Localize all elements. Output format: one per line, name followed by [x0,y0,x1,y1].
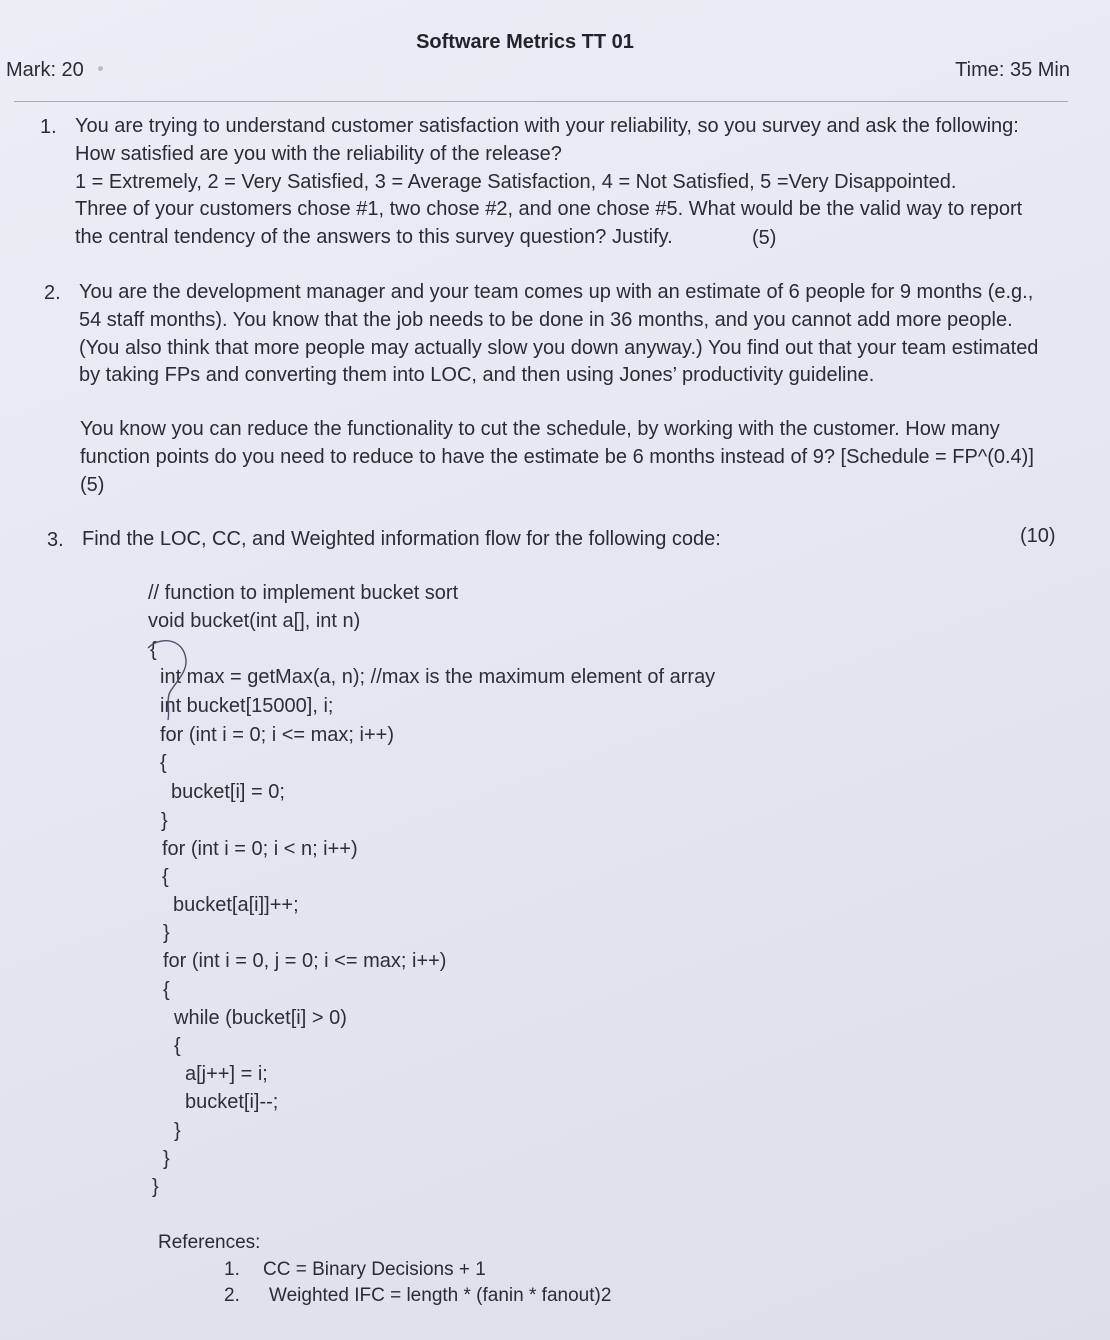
code-line: { [150,639,157,661]
question-1-line: You are trying to understand customer satisfaction with your reliability, so you survey and ask the following: [75,115,1019,137]
code-line: { [174,1035,181,1057]
code-line: } [174,1120,181,1142]
question-1-number: 1. [40,116,57,138]
header-divider [14,101,1068,102]
code-line: void bucket(int a[], int n) [148,610,361,632]
code-line: { [162,866,169,888]
question-1-marks: (5) [752,227,777,249]
question-2-number: 2. [44,282,61,304]
question-3-number: 3. [47,529,64,551]
bullet-dot [98,66,103,71]
question-2-line: (You also think that more people may actually slow you down anyway.) You find out that your team estimated [79,336,1039,359]
question-2-text [79,279,1038,390]
page-title: Software Metrics TT 01 [416,31,634,53]
code-line: { [163,979,170,1001]
code-line: bucket[a[i]]++; [173,894,299,916]
question-1-line: How satisfied are you with the reliability of the release? [75,142,562,165]
code-line: for (int i = 0, j = 0; i <= max; i++) [163,950,447,972]
code-line: } [163,1148,170,1170]
time-limit: Time: 35 Min [955,59,1070,81]
question-2-line: You are the development manager and your team comes up with an estimate of 6 people for 9 months (e.g., [79,281,1034,303]
code-line: } [163,922,170,944]
code-line: // function to implement bucket sort [148,582,459,604]
reference-number: 2. [224,1285,240,1306]
code-line: int max = getMax(a, n); //max is the maximum element of array [160,666,716,688]
code-line: bucket[i]--; [185,1091,279,1113]
code-line: bucket[i] = 0; [171,781,285,803]
code-line: while (bucket[i] > 0) [174,1007,347,1029]
question-1-line: the central tendency of the answers to this survey question? Justify. [75,226,673,249]
code-line: for (int i = 0; i < n; i++) [162,838,358,860]
question-1-line: 1 = Extremely, 2 = Very Satisfied, 3 = Average Satisfaction, 4 = Not Satisfied, 5 =Very Disappointed. [75,170,957,193]
question-2-line: You know you can reduce the functionality to cut the schedule, by working with the customer. How many [80,418,1000,440]
code-line: for (int i = 0; i <= max; i++) [160,724,394,746]
question-2-marks: (5) [80,473,105,496]
code-line: } [152,1176,159,1198]
reference-number: 1. [224,1259,240,1280]
question-2-line: function points do you need to reduce to have the estimate be 6 months instead of 9? [Schedule = FP^(0.4)] [80,445,1034,468]
question-3-text: Find the LOC, CC, and Weighted information flow for the following code: [82,528,721,550]
code-line: { [160,752,167,774]
question-2-line: 54 staff months). You know that the job needs to be done in 36 months, and you cannot add more people. [79,308,1013,331]
reference-text: Weighted IFC = length * (fanin * fanout)2 [269,1285,612,1306]
code-line: } [161,810,168,832]
code-line: a[j++] = i; [185,1063,268,1085]
question-1-text [75,113,1022,252]
question-1-line: Three of your customers chose #1, two chose #2, and one chose #5. What would be the valid way to report [75,198,1023,221]
code-line: int bucket[15000], i; [160,695,334,717]
references-title: References: [158,1232,261,1253]
total-marks: Mark: 20 [6,59,84,81]
question-2-text-part-b [80,416,1034,499]
question-2-line: by taking FPs and converting them into LOC, and then using Jones’ productivity guideline. [79,364,875,387]
reference-text: CC = Binary Decisions + 1 [263,1259,486,1280]
pen-mark-icon [140,636,210,726]
question-3-marks: (10) [1020,525,1056,547]
